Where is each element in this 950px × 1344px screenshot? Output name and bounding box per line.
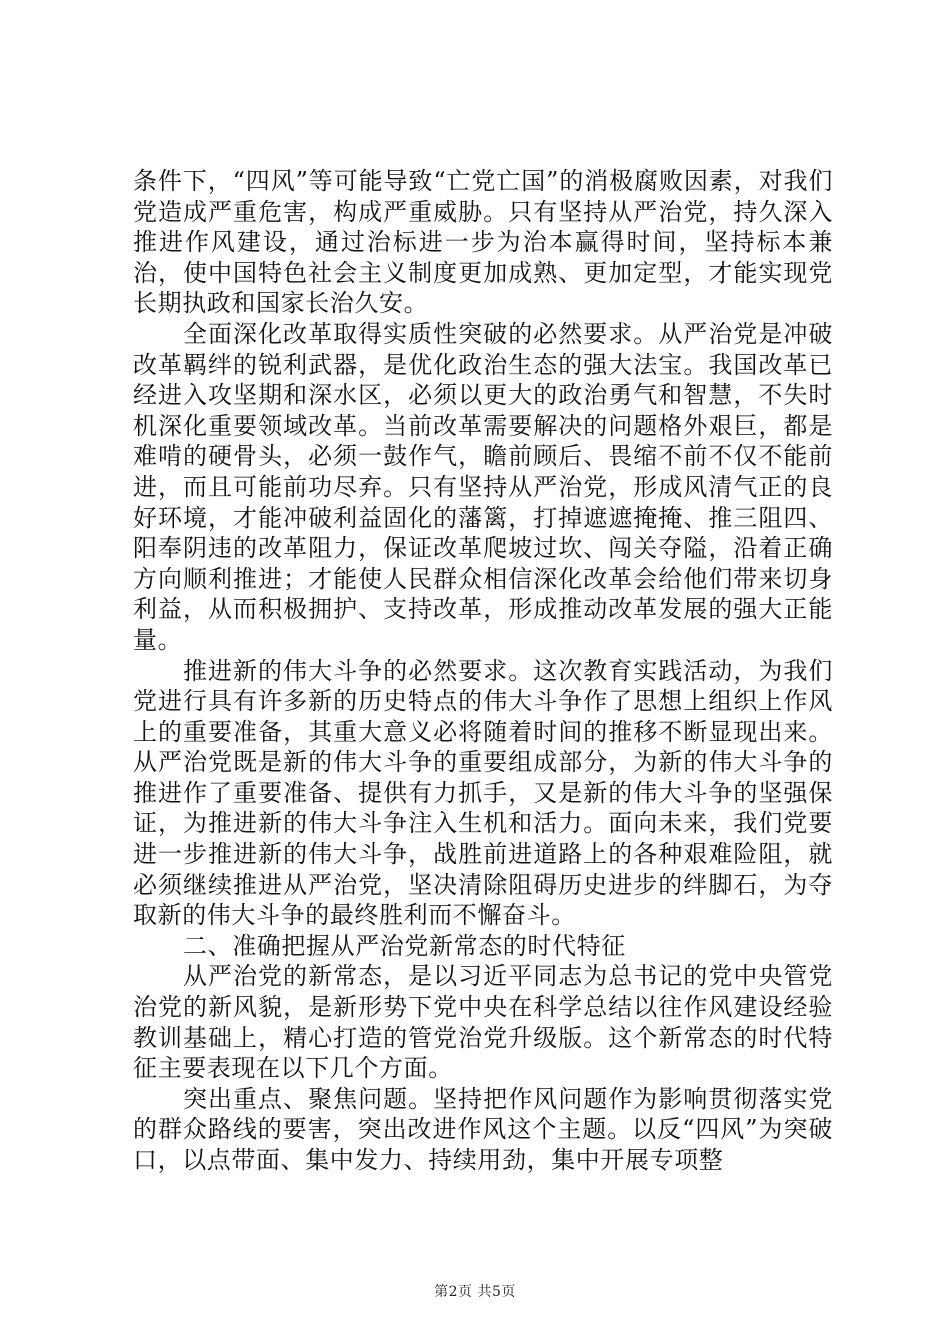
paragraph-struggle: 推进新的伟大斗争的必然要求。这次教育实践活动，为我们党进行具有许多新的历史特点的伟大斗争作了思想上组织上作风上的重要准备，其重大意义必将随着时间的推移不断显现出来。从严治党既是新的伟大斗争的重要组成部分，为新的伟大斗争的推进作了重要准备、提供有力抓手，又是新的伟大斗争的坚强保证，为推进新的伟大斗争注入生机和活力。面向未来，我们党要进一步推进新的伟大斗争，战胜前进道路上的各种艰难险阻，就必须继续推进从严治党，坚决清除阻碍历史进步的绊脚石，为夺取新的伟大斗争的最终胜利而不懈奋斗。 (133, 656, 833, 930)
paragraph-focus: 突出重点、聚焦问题。坚持把作风问题作为影响贯彻落实党的群众路线的要害，突出改进作风这个主题。以反“四风”为突破口，以点带面、集中发力、持续用劲，集中开展专项整 (133, 1084, 833, 1174)
document-body (133, 166, 833, 1176)
paragraph-new-normal: 从严治党的新常态，是以习近平同志为总书记的党中央管党治党的新风貌，是新形势下党中央在科学总结以往作风建设经验教训基础上，精心打造的管党治党升级版。这个新常态的时代特征主要表现在以下几个方面。 (133, 962, 833, 1083)
page-footer: 第2页 共5页 (434, 1284, 516, 1300)
section-heading: 二、准确把握从严治党新常态的时代特征 (183, 931, 626, 960)
paragraph-continuation: 条件下，“四风”等可能导致“亡党亡国”的消极腐败因素，对我们党造成严重危害，构成严重威胁。只有坚持从严治党，持久深入推进作风建设，通过治标进一步为治本赢得时间，坚持标本兼治，使中国特色社会主义制度更加成熟、更加定型，才能实现党长期执政和国家长治久安。 (133, 167, 833, 318)
paragraph-reform: 全面深化改革取得实质性突破的必然要求。从严治党是冲破改革羁绊的锐利武器，是优化政治生态的强大法宝。我国改革已经进入攻坚期和深水区，必须以更大的政治勇气和智慧，不失时机深化重要领域改革。当前改革需要解决的问题格外艰巨，都是难啃的硬骨头，必须一鼓作气，瞻前顾后、畏缩不前不仅不能前进，而且可能前功尽弃。只有坚持从严治党，形成风清气正的良好环境，才能冲破利益固化的藩篱，打掉遮遮掩掩、推三阻四、阳奉阴违的改革阻力，保证改革爬坡过坎、闯关夺隘，沿着正确方向顺利推进；才能使人民群众相信深化改革会给他们带来切身利益，从而积极拥护、支持改革，形成推动改革发展的强大正能量。 (133, 319, 833, 654)
